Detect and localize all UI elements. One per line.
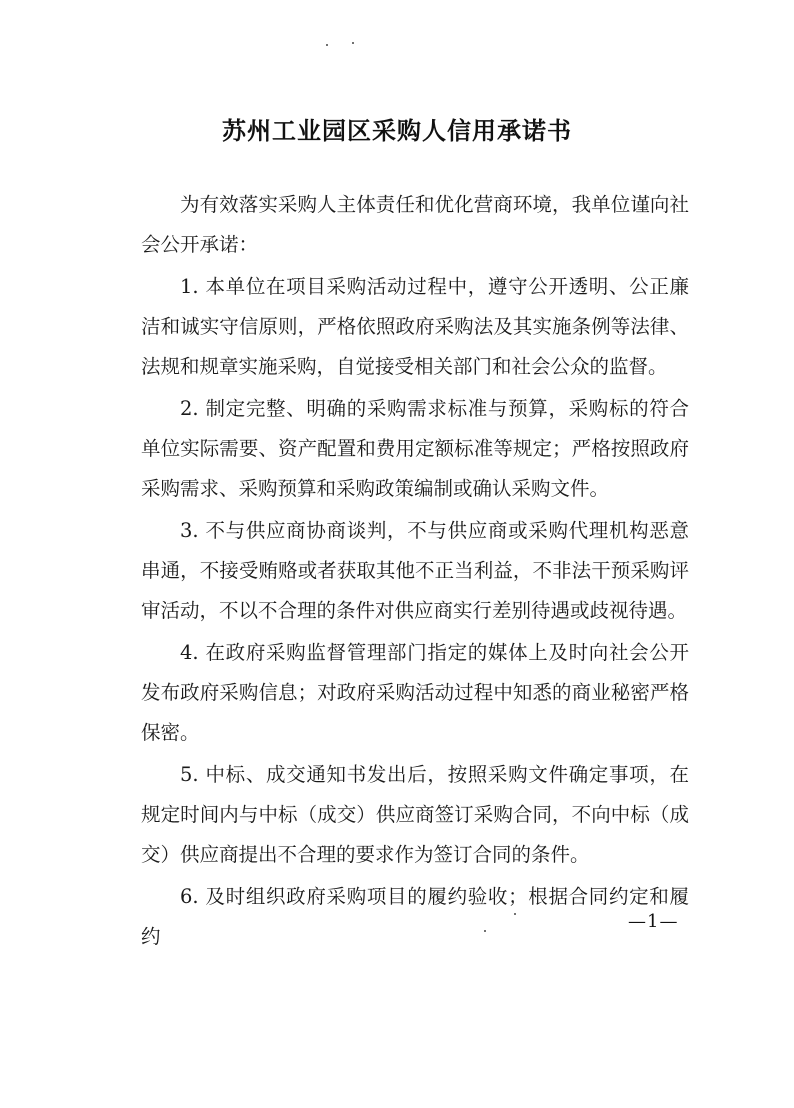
document-title: 苏州工业园区采购人信用承诺书 [222, 117, 572, 145]
commitment-item-2: 2. 制定完整、明确的采购需求标准与预算，采购标的符合单位实际需要、资产配置和费用定额标准等规定；严格按照政府采购需求、采购预算和采购政策编制或确认采购文件。 [141, 397, 689, 500]
commitment-item-4: 4. 在政府采购监督管理部门指定的媒体上及时向社会公开发布政府采购信息；对政府采购活动过程中知悉的商业秘密严格保密。 [141, 641, 689, 744]
intro-paragraph: 为有效落实采购人主体责任和优化营商环境，我单位谨向社会公开承诺： [141, 193, 689, 256]
scan-speck [352, 42, 354, 44]
document-body [141, 185, 689, 959]
commitment-item-6: 6. 及时组织政府采购项目的履约验收；根据合同约定和履约 [141, 885, 689, 948]
commitment-item-3: 3. 不与供应商协商谈判，不与供应商或采购代理机构恶意串通，不接受贿赂或者获取其他不正当利益，不非法干预采购评审活动，不以不合理的条件对供应商实行差别待遇或歧视待遇。 [141, 519, 689, 622]
scan-speck [326, 44, 328, 46]
commitment-item-1: 1. 本单位在项目采购活动过程中，遵守公开透明、公正廉洁和诚实守信原则，严格依照政府采购法及其实施条例等法律、法规和规章实施采购，自觉接受相关部门和社会公众的监督。 [141, 275, 689, 378]
commitment-item-5: 5. 中标、成交通知书发出后，按照采购文件确定事项，在规定时间内与中标（成交）供应商签订采购合同，不向中标（成交）供应商提出不合理的要求作为签订合同的条件。 [141, 763, 689, 866]
page-number: —1— [628, 911, 679, 932]
